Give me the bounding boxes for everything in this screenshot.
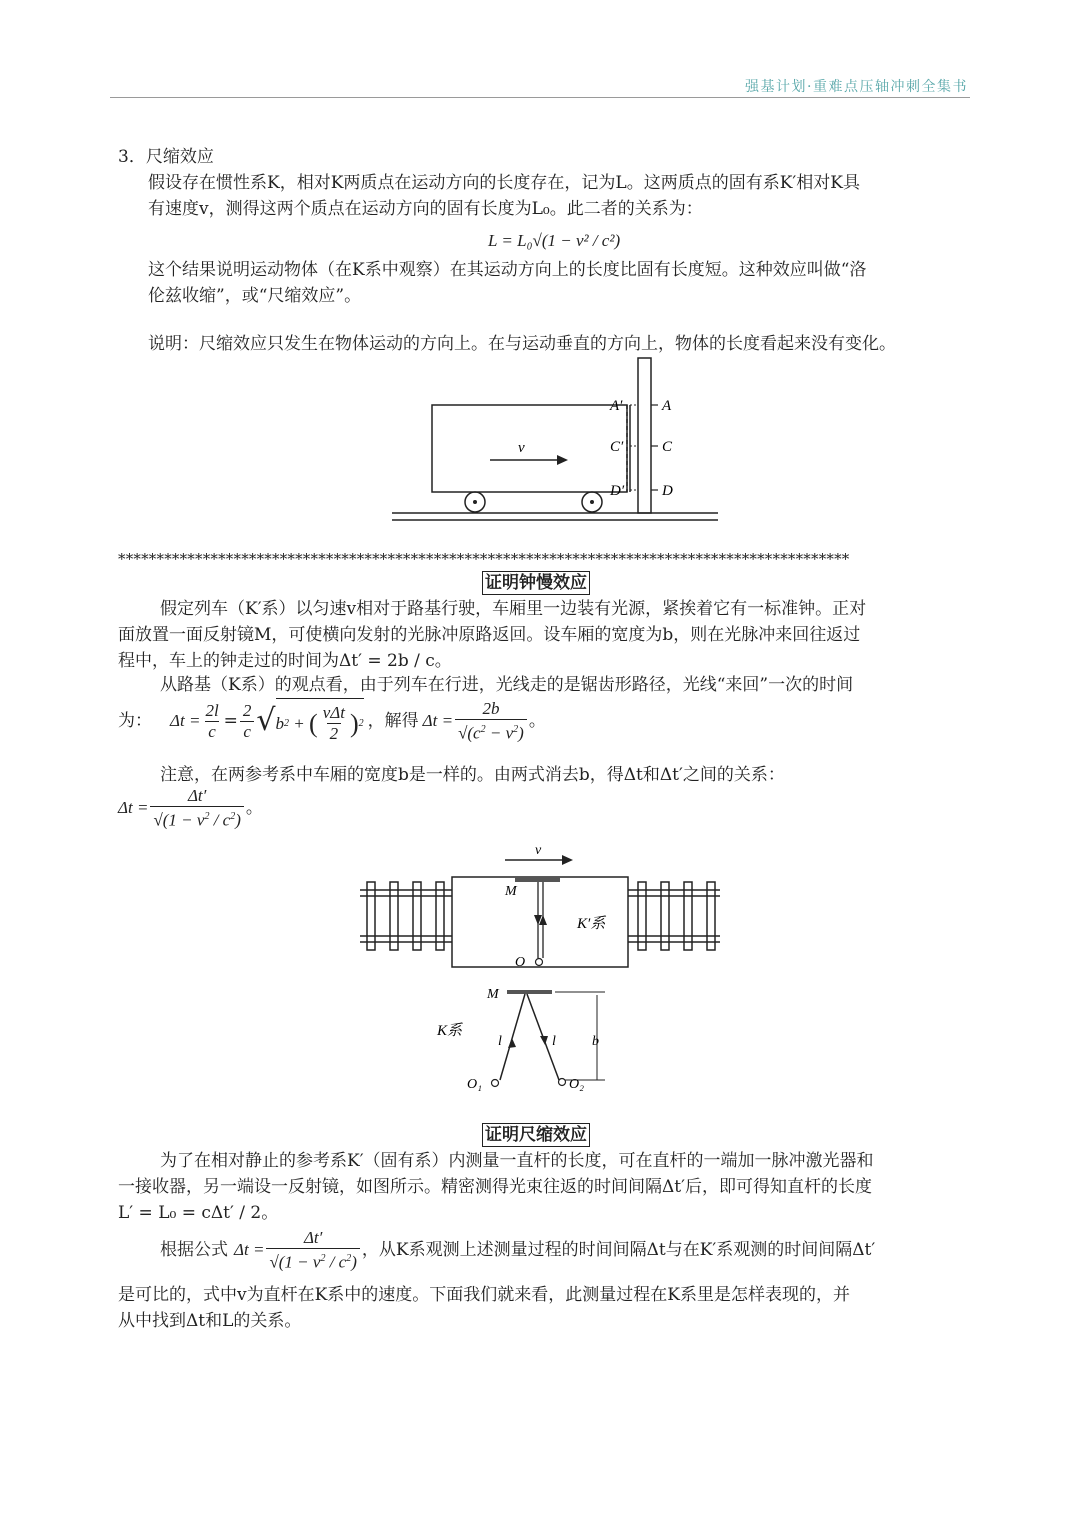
label-K-frame: K系 [437,1023,463,1039]
label-O2: O₂ [569,1077,584,1092]
label-C-prime: C′ [610,439,624,455]
cart-body [432,405,627,492]
label-M-K: M [487,987,499,1002]
paragraph-line: 有速度v，测得这两个质点在运动方向的固有长度为L₀。此二者的关系为： [148,199,703,219]
paragraph-line: 从中找到Δt和L的关系。 [118,1311,302,1331]
mirror [515,877,560,882]
equation-line-formula: 根据公式 Δt = $\frac{\Delta t'}{√(1 - v^2 / c^2)}$ ，从K系观测上述测量过程的时间间隔Δt与在K′系观测的时间间隔Δt′ [160,1228,876,1272]
figure-cart-rod [380,350,730,530]
label-O1: O₁ [467,1077,482,1092]
paragraph-line: 一接收器，另一端设一反射镜，如图所示。精密测得光束往返的时间间隔Δt′后，即可得知直杆的长度 [118,1177,872,1197]
paragraph-line: L′ = L₀ = cΔt′ / 2。 [118,1203,279,1223]
section-title-time-dilation: 证明钟慢效应 [482,571,590,595]
separator-stars: *********************************************************************************************** [118,550,850,568]
mirror-K [507,990,552,994]
label-D-prime: D′ [610,483,625,499]
section-title-length-contraction: 证明尺缩效应 [482,1123,590,1147]
equation-time-dilation: Δt = $\frac{\Delta t'}{√(1 - v^2 / c^2)}$ 。 [118,786,263,830]
paragraph-line: 这个结果说明运动物体（在K系中观察）在其运动方向上的长度比固有长度短。这种效应叫做“洛 [148,260,867,280]
paragraph-line: 是可比的，式中v为直杆在K系中的速度。下面我们就来看，此测量过程在K系里是怎样表现的，并 [118,1285,851,1305]
paragraph-line: 注意，在两参考系中车厢的宽度b是一样的。由两式消去b，得Δt和Δt′之间的关系： [160,765,785,785]
fixed-rod [638,358,651,513]
paragraph-line: 假设存在惯性系K，相对K两质点在运动方向的长度存在，记为L。这两质点的固有系K′相对K具 [148,173,860,193]
label-v: v [518,440,525,456]
formula-length-contraction: L = L₀√(1 − v² / c²) [488,231,621,250]
paragraph-line: 程中，车上的钟走过的时间为Δt′ = 2b / c。 [118,651,452,671]
label-K-prime-frame: K′系 [577,916,606,932]
paragraph-line: 从路基（K系）的观点看，由于列车在行进，光线走的是锯齿形路径，光线“来回”一次的时间 [160,675,854,695]
paragraph-line: 伦兹收缩”，或“尺缩效应”。 [148,286,362,306]
label-C: C [662,439,673,455]
source-O1 [492,1080,499,1087]
paragraph-line: 为了在相对静止的参考系K′（固有系）内测量一直杆的长度，可在直杆的一端加一脉冲激光器和 [160,1151,874,1171]
label-l-left: l [498,1034,502,1049]
label-A-prime: A′ [610,398,623,414]
series-title: 强基计划·重难点压轴冲刺全集书 [745,79,968,95]
label-A: A [662,398,672,414]
figure-train-light-clock [355,840,735,1100]
label-v: v [535,843,542,858]
paragraph-line: 假定列车（K′系）以匀速v相对于路基行驶，车厢里一边装有光源，紧挨着它有一标准钟。正对 [160,599,867,619]
label-l-right: l [552,1034,556,1049]
header-rule [110,97,970,98]
label-O: O [515,955,526,970]
section-heading: 3．尺缩效应 [118,147,214,167]
label-M: M [505,884,517,899]
label-D: D [662,483,673,499]
light-path-up [500,994,525,1080]
paragraph-line: 面放置一面反射镜M，可使横向发射的光脉冲原路返回。设车厢的宽度为b，则在光脉冲来回往返过 [118,625,861,645]
equation-line-delta-t: 为： Δt = $\frac{2l}{c}$ = $\frac{2}{c}$ √ b 2 + ( $\frac{\text{vΔt}}{2}$ ) 2 ，解得 Δt = $\frac{2b}{√(c^2 - v^2)}$ 。 [118,698,546,743]
note-text: 说明：尺缩效应只发生在物体运动的方向上。在与运动垂直的方向上，物体的长度看起来没有变化。 [148,334,896,354]
label-b: b [592,1034,599,1049]
receiver-O2 [559,1079,566,1086]
